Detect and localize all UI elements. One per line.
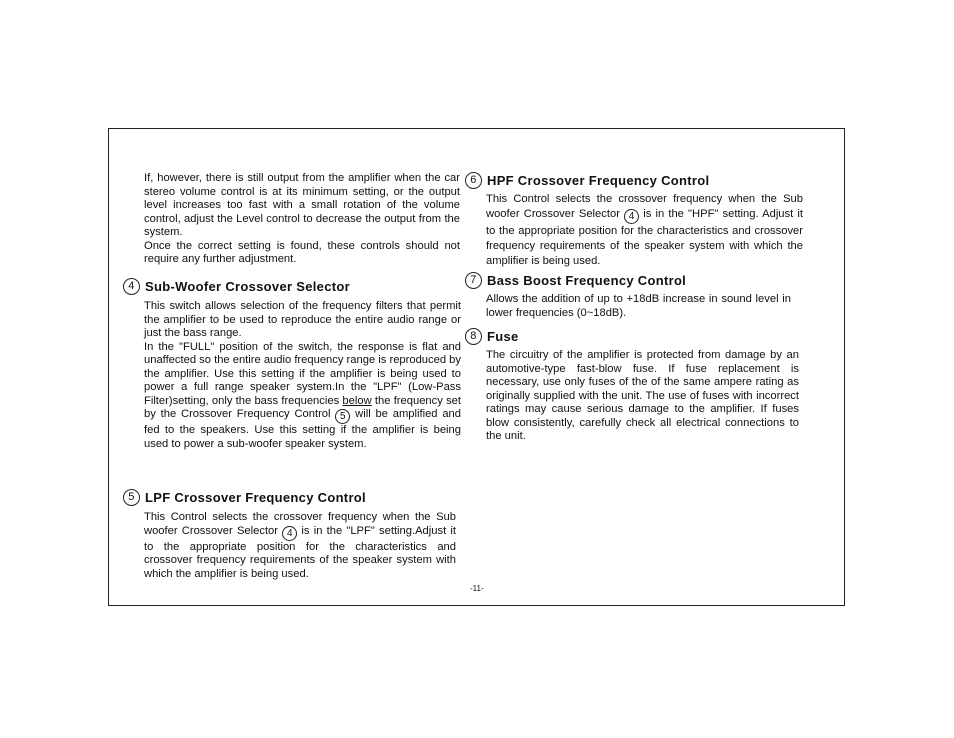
section-6-paragraph: This Control selects the crossover frequency when the Sub woofer Crossover Selector 4 is in the "HPF" setting. Adjust it to the appropriate position for the characteristics and crossover frequency requirements of the speaker system with which the amplifier is being used.	[486, 193, 803, 267]
section-8	[465, 328, 805, 444]
page-number: -11-	[470, 584, 484, 593]
section-6	[465, 172, 805, 269]
below-emphasis: below	[342, 394, 372, 407]
section-7	[465, 272, 805, 320]
section-7-number: 7	[465, 272, 482, 289]
section-6-heading	[465, 172, 805, 189]
section-5-heading	[123, 489, 463, 506]
section-6-number: 6	[465, 172, 482, 189]
section-8-paragraph: The circuitry of the amplifier is protected from damage by an automotive-type fast-blow fuse. If fuse replacement is necessary, use only fuses of the of the same ampere rating as originally supplied with the unit. The use of fuses with incorrect ratings may cause serious damage to the amplifier. If fuses blow consistently, carefully check all electrical connections to the unit.	[486, 349, 799, 442]
section-4-number: 4	[123, 278, 140, 295]
ref-4-circle: 4	[624, 209, 639, 224]
section-7-heading	[465, 272, 805, 289]
section-6-title: HPF Crossover Frequency Control	[487, 173, 710, 188]
section-8-title: Fuse	[487, 329, 519, 344]
ref-5-circle: 5	[335, 409, 350, 424]
section-4-heading	[123, 278, 463, 295]
intro-paragraph-2: Once the correct setting is found, these controls should not require any further adjustment.	[144, 239, 460, 265]
section-4-paragraph-2: In the "FULL" position of the switch, the response is flat and unaffected so the entire audio frequency range is reproduced by the amplifier. Use this setting if the amplifier is being used to power a full range speaker system.In the "LPF" (Low-Pass Filter)setting, only the bass frequencies below the frequency set by the Crossover Frequency Control 5 will be amplified and fed to the speakers. Use this setting if the amplifier is being used to power a sub-woofer speaker system.	[144, 340, 461, 450]
ref-4-circle: 4	[282, 526, 297, 541]
section-8-number: 8	[465, 328, 482, 345]
intro-text	[144, 172, 460, 267]
section-5-title: LPF Crossover Frequency Control	[145, 490, 366, 505]
intro-paragraph-1: If, however, there is still output from the amplifier when the car stereo volume control is at its minimum setting, or the output level increases too fast with a small rotation of the volume control, adjust the Level control to decrease the output from the system.	[144, 172, 460, 238]
section-7-title: Bass Boost Frequency Control	[487, 273, 687, 288]
section-4-title: Sub-Woofer Crossover Selector	[145, 279, 350, 294]
section-7-paragraph: Allows the addition of up to +18dB increase in sound level in lower frequencies (0~18dB).	[486, 293, 791, 319]
section-5	[123, 489, 463, 581]
section-4-paragraph-1: This switch allows selection of the frequency filters that permit the amplifier to be used to reproduce the entire audio range or just the bass range.	[144, 300, 461, 339]
section-5-paragraph: This Control selects the crossover frequency when the Sub woofer Crossover Selector 4 is in the "LPF" setting.Adjust it to the appropriate position for the characteristics and crossover frequency requirements of the speaker system with which the amplifier is being used.	[144, 511, 456, 580]
section-5-number: 5	[123, 489, 140, 506]
section-4	[123, 278, 463, 451]
section-8-heading	[465, 328, 805, 345]
